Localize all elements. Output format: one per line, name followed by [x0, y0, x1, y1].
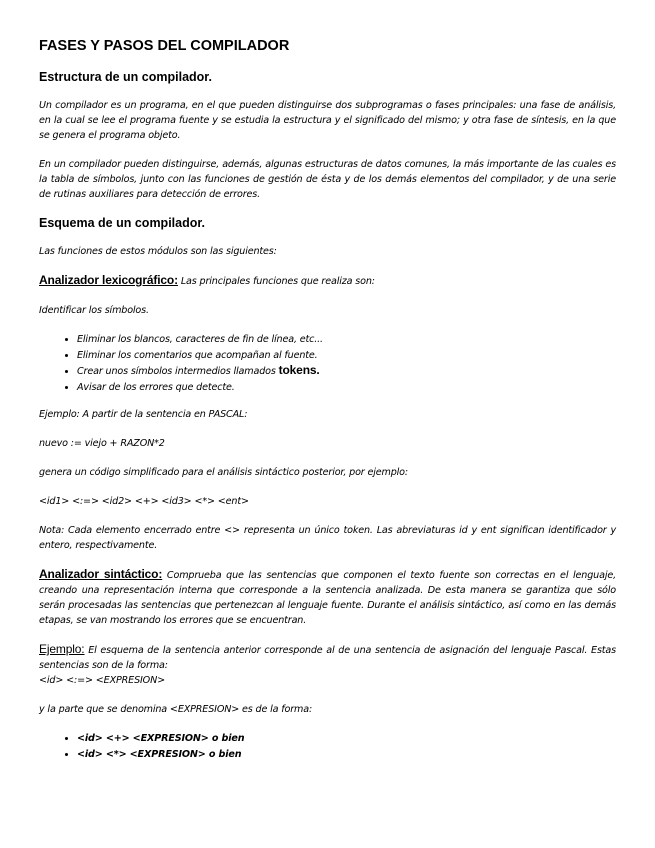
- section-heading-estructura: Estructura de un compilador.: [39, 70, 212, 84]
- code-sentencia-pascal: nuevo := viejo + RAZON*2: [39, 438, 165, 449]
- list-item: • Eliminar los blancos, caracteres de fin de línea, etc...: [77, 332, 616, 348]
- list-formas-expresion: [39, 731, 616, 762]
- paragraph-ejemplo-pascal: Ejemplo: A partir de la sentencia en PASCAL:: [39, 409, 248, 420]
- label-ejemplo: Ejemplo:: [39, 642, 85, 656]
- list-item: [77, 363, 616, 380]
- code-tokens-line: <id1> <:=> <id2> <+> <id3> <*> <ent>: [39, 496, 249, 507]
- paragraph-analizador-lexico: [39, 273, 616, 289]
- list-item-text: Crear unos símbolos intermedios llamados: [77, 366, 276, 377]
- paragraph-expresion-forma: y la parte que se denomina <EXPRESION> es de la forma:: [39, 704, 313, 715]
- paragraph-compilador-definicion: Un compilador es un programa, en el que pueden distinguirse dos subprogramas o fases principales: una fase de análisis, en la cual se lee el programa fuente y se estudia la estructura y el significado del mismo; y otra fase de síntesis, en la que se genera el programa objeto.: [39, 100, 616, 141]
- paragraph-analizador-sintactico: [39, 567, 616, 628]
- paragraph-estructuras-datos: En un compilador pueden distinguirse, además, algunas estructuras de datos comunes, la más importante de las cuales es la tabla de símbolos, junto con las funciones de gestión de ésta y de los demás elementos del compilador, y de una serie de rutinas auxiliares para detección de errores.: [39, 159, 616, 200]
- list-item: • <id> <*> <EXPRESION> o bien: [77, 747, 616, 763]
- list-item: • Eliminar los comentarios que acompañan al fuente.: [77, 348, 616, 364]
- paragraph-nota-tokens: Nota: Cada elemento encerrado entre <> representa un único token. Las abreviaturas id y ent significan identificador y entero, respectivamente.: [39, 525, 616, 551]
- text-analizador-lexico: Las principales funciones que realiza son:: [180, 276, 375, 287]
- document-page: [39, 38, 616, 774]
- section-heading-esquema: Esquema de un compilador.: [39, 216, 206, 230]
- list-item: • Avisar de los errores que detecte.: [77, 380, 616, 396]
- tokens-word: tokens.: [278, 363, 320, 377]
- document-title: FASES Y PASOS DEL COMPILADOR: [39, 38, 290, 54]
- paragraph-codigo-simplificado: genera un código simplificado para el análisis sintáctico posterior, por ejemplo:: [39, 467, 408, 478]
- paragraph-identificar-simbolos: Identificar los símbolos.: [39, 305, 149, 316]
- code-forma-asignacion: <id> <:=> <EXPRESION>: [39, 675, 166, 686]
- text-ejemplo: El esquema de la sentencia anterior corresponde al de una sentencia de asignación del lenguaje Pascal. Estas sentencias son de la forma:: [39, 645, 616, 671]
- text-analizador-sintactico: Comprueba que las sentencias que componen el texto fuente son correctas en el lenguaje, creando una representación interna que corresponde a la sentencia analizada. De esta manera se garantiza que sólo serán procesadas las sentencias que pertenezcan al lenguaje fuente. Durante el análisis sintáctico, así como en las demás etapas, se van mostrando los errores que se encuentran.: [39, 570, 617, 626]
- list-item: • <id> <+> <EXPRESION> o bien: [77, 731, 616, 747]
- label-analizador-lexico: Analizador lexicográfico:: [39, 273, 178, 287]
- label-analizador-sintactico: Analizador sintáctico:: [39, 567, 163, 581]
- paragraph-ejemplo-esquema: [39, 642, 616, 673]
- paragraph-funciones-modulos: Las funciones de estos módulos son las siguientes:: [39, 246, 277, 257]
- list-funciones-lexico: [39, 332, 616, 395]
